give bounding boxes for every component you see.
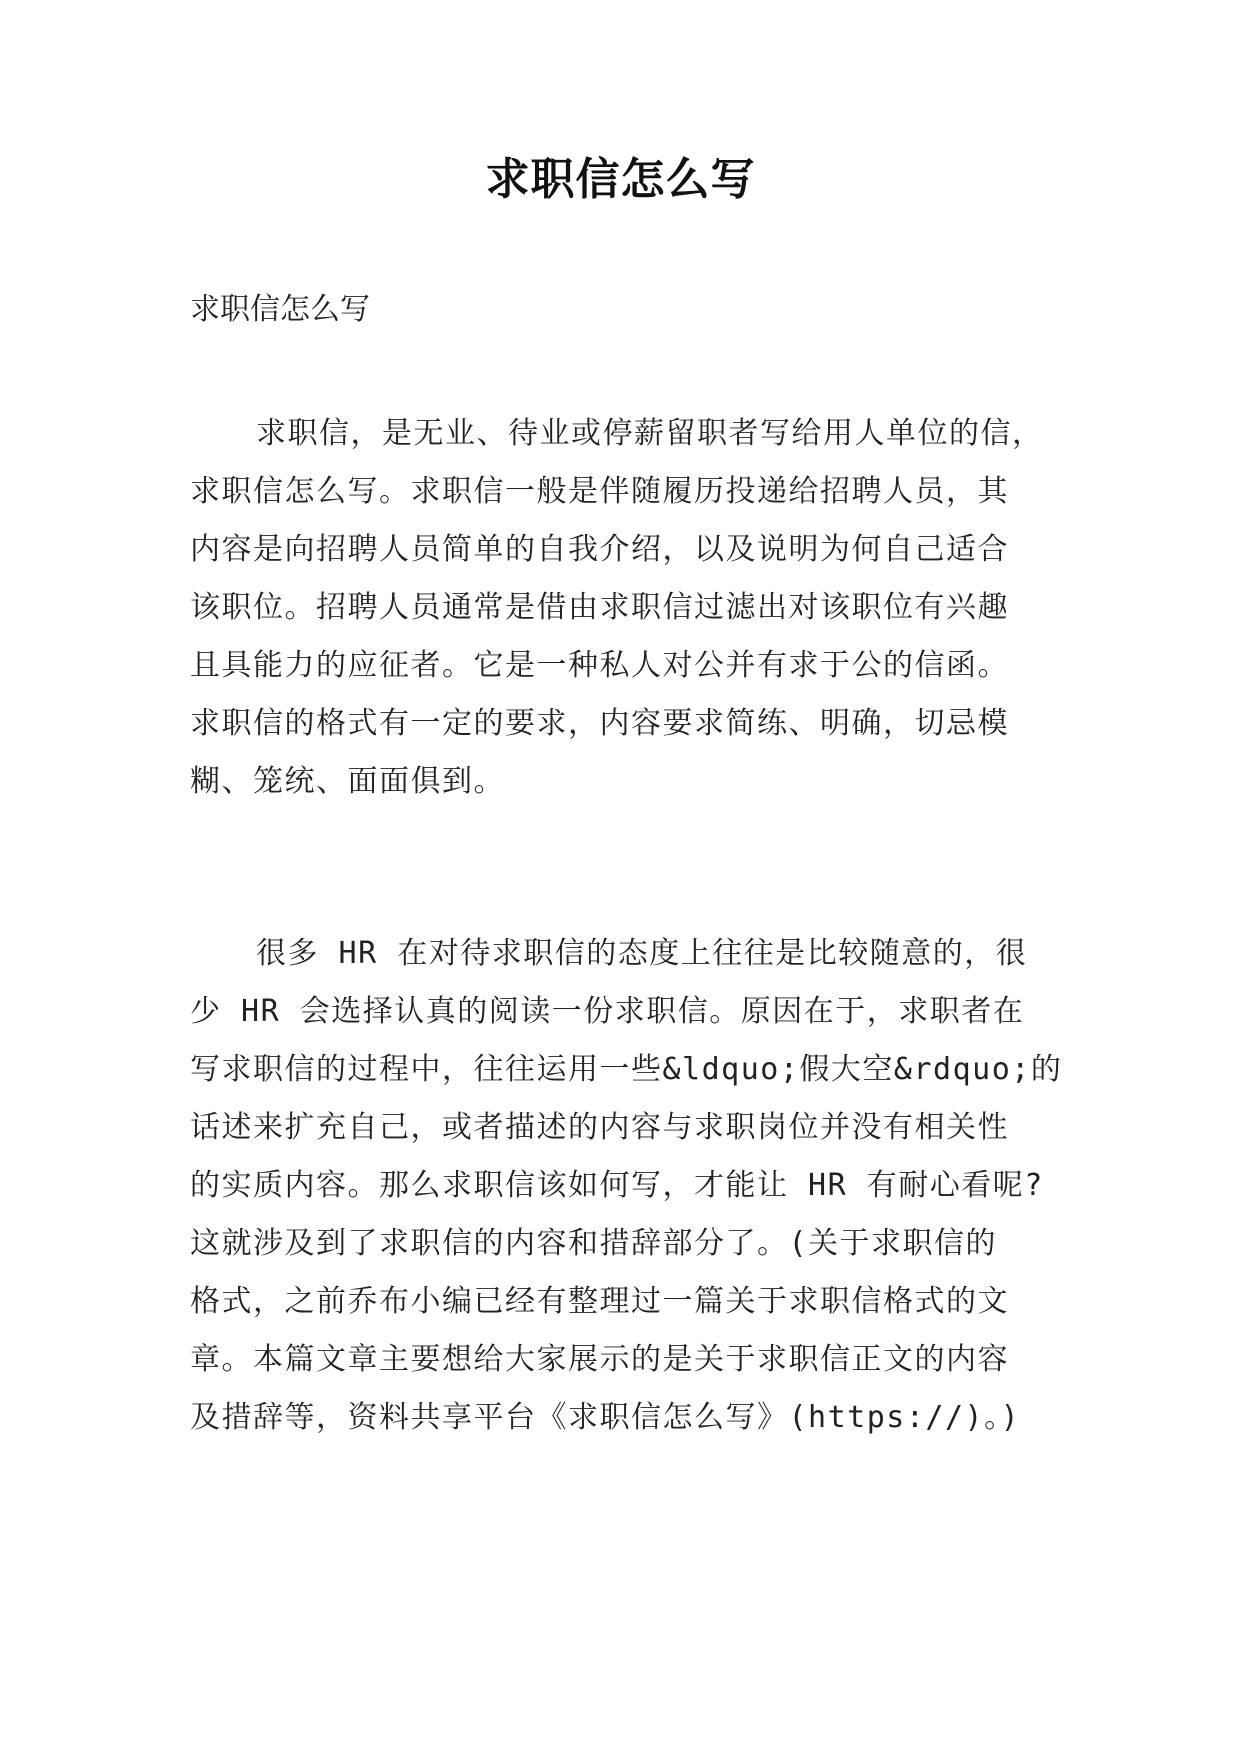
paragraph-line: 少 HR 会选择认真的阅读一份求职信。原因在于，求职者在 xyxy=(190,994,1025,1029)
paragraph-line: 且具能力的应征者。它是一种私人对公并有求于公的信函。 xyxy=(190,648,1009,683)
document-title: 求职信怎么写 xyxy=(485,154,756,205)
paragraph-line: 很多 HR 在对待求职信的态度上往往是比较随意的，很 xyxy=(256,936,1028,971)
paragraph-line: 求职信怎么写。求职信一般是伴随履历投递给招聘人员，其 xyxy=(190,474,1009,509)
paragraph-line: 这就涉及到了求职信的内容和措辞部分了。(关于求职信的 xyxy=(190,1226,998,1261)
paragraph-line: 该职位。招聘人员通常是借由求职信过滤出对该职位有兴趣 xyxy=(190,590,1009,625)
paragraph-line: 写求职信的过程中，往往运用一些&ldquo;假大空&rdquo;的 xyxy=(190,1052,1063,1087)
paragraph-line: 的实质内容。那么求职信该如何写，才能让 HR 有耐心看呢? xyxy=(190,1168,1044,1203)
paragraph-line: 及措辞等，资料共享平台《求职信怎么写》(https://)。) xyxy=(190,1400,1021,1435)
document-subtitle: 求职信怎么写 xyxy=(190,292,370,327)
paragraph-line: 格式，之前乔布小编已经有整理过一篇关于求职信格式的文 xyxy=(190,1284,1009,1319)
paragraph-2 xyxy=(190,925,1063,1447)
paragraph-line: 章。本篇文章主要想给大家展示的是关于求职信正文的内容 xyxy=(190,1342,1009,1377)
paragraph-line: 内容是向招聘人员简单的自我介绍，以及说明为何自己适合 xyxy=(190,532,1009,567)
paragraph-line: 求职信的格式有一定的要求，内容要求简练、明确，切忌模 xyxy=(190,706,1009,741)
paragraph-line: 求职信，是无业、待业或停薪留职者写给用人单位的信， xyxy=(256,416,1044,451)
paragraph-line: 糊、笼统、面面俱到。 xyxy=(190,764,505,799)
paragraph-1 xyxy=(190,405,1050,811)
paragraph-line: 话述来扩充自己，或者描述的内容与求职岗位并没有相关性 xyxy=(190,1110,1009,1145)
